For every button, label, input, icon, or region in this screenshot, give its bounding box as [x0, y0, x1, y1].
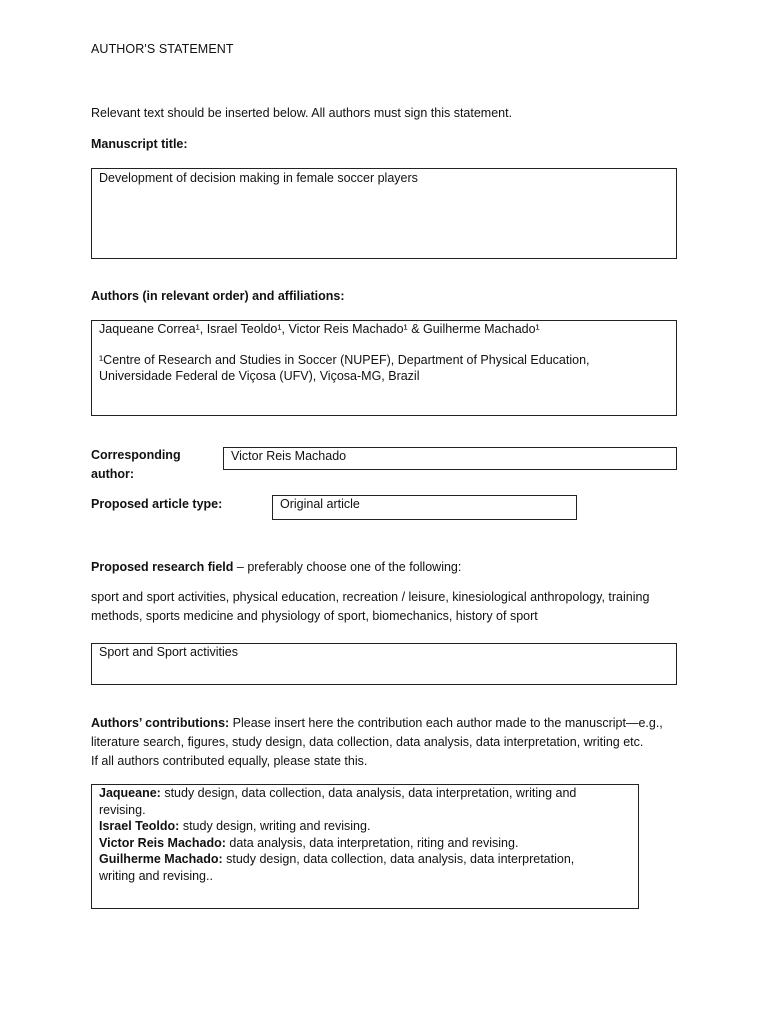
affiliation-line-2: Universidade Federal de Viçosa (UFV), Viçosa-MG, Brazil	[99, 369, 420, 383]
intro-text: Relevant text should be inserted below. All authors must sign this statement.	[91, 106, 513, 120]
research-field-options	[91, 588, 691, 626]
document-heading: AUTHOR'S STATEMENT	[91, 42, 234, 56]
manuscript-title-value: Development of decision making in female soccer players	[99, 171, 418, 185]
contribution-author-name: Victor Reis Machado:	[99, 835, 226, 850]
contributions-instructions-line-1	[91, 714, 691, 733]
research-field-field[interactable]	[91, 643, 677, 685]
corresponding-label-line-1: Corresponding	[91, 448, 181, 462]
contributions-instructions-line-3: If all authors contributed equally, please state this.	[91, 754, 368, 768]
contribution-continuation: writing and revising..	[99, 868, 213, 883]
research-field-options-line-1: sport and sport activities, physical education, recreation / leisure, kinesiological anthropology, training	[91, 590, 650, 604]
contribution-entry	[99, 785, 631, 802]
manuscript-title-field[interactable]	[91, 168, 677, 259]
research-field-value: Sport and Sport activities	[99, 645, 238, 659]
contribution-text: study design, writing and revising.	[179, 819, 371, 833]
contribution-entry	[99, 851, 631, 868]
corresponding-author-label	[91, 446, 181, 484]
authors-label: Authors (in relevant order) and affiliations:	[91, 289, 345, 303]
contributions-instructions-line-2: literature search, figures, study design, data collection, data analysis, data interpretation, writing etc.	[91, 735, 644, 749]
contribution-author-name: Guilherme Machado:	[99, 852, 223, 866]
article-type-label: Proposed article type:	[91, 497, 223, 511]
contribution-author-name: Israel Teoldo:	[99, 819, 180, 833]
research-field-instruction: – preferably choose one of the following:	[233, 560, 462, 574]
article-type-value: Original article	[280, 497, 360, 511]
manuscript-title-label: Manuscript title:	[91, 137, 188, 151]
research-field-options-line-2: methods, sports medicine and physiology of sport, biomechanics, history of sport	[91, 609, 538, 623]
contribution-entry	[99, 818, 631, 835]
contribution-text: study design, data collection, data analysis, data interpretation, writing and	[160, 786, 577, 800]
contribution-author-name: Jaqueane:	[99, 786, 161, 800]
research-field-heading	[91, 558, 691, 577]
contribution-text: data analysis, data interpretation, riting and revising.	[225, 835, 519, 850]
contribution-entry	[99, 835, 631, 852]
contributions-instructions	[91, 714, 691, 771]
contribution-text: study design, data collection, data analysis, data interpretation,	[222, 852, 575, 866]
authors-line: Jaqueane Correa¹, Israel Teoldo¹, Victor Reis Machado¹ & Guilherme Machado¹	[99, 322, 540, 336]
contributions-field[interactable]	[91, 784, 639, 909]
corresponding-label-line-2: author:	[91, 467, 135, 481]
contribution-continuation: revising.	[99, 802, 146, 817]
article-type-field[interactable]	[272, 495, 577, 520]
authors-field[interactable]	[91, 320, 677, 416]
affiliation-line-1: ¹Centre of Research and Studies in Soccer (NUPEF), Department of Physical Education,	[99, 352, 590, 367]
contributions-instr-text-1: Please insert here the contribution each author made to the manuscript—e.g.,	[229, 716, 663, 730]
corresponding-author-value: Victor Reis Machado	[231, 449, 347, 463]
research-field-label: Proposed research field	[91, 560, 234, 574]
contributions-label: Authors’ contributions:	[91, 716, 230, 730]
corresponding-author-field[interactable]	[223, 447, 677, 470]
